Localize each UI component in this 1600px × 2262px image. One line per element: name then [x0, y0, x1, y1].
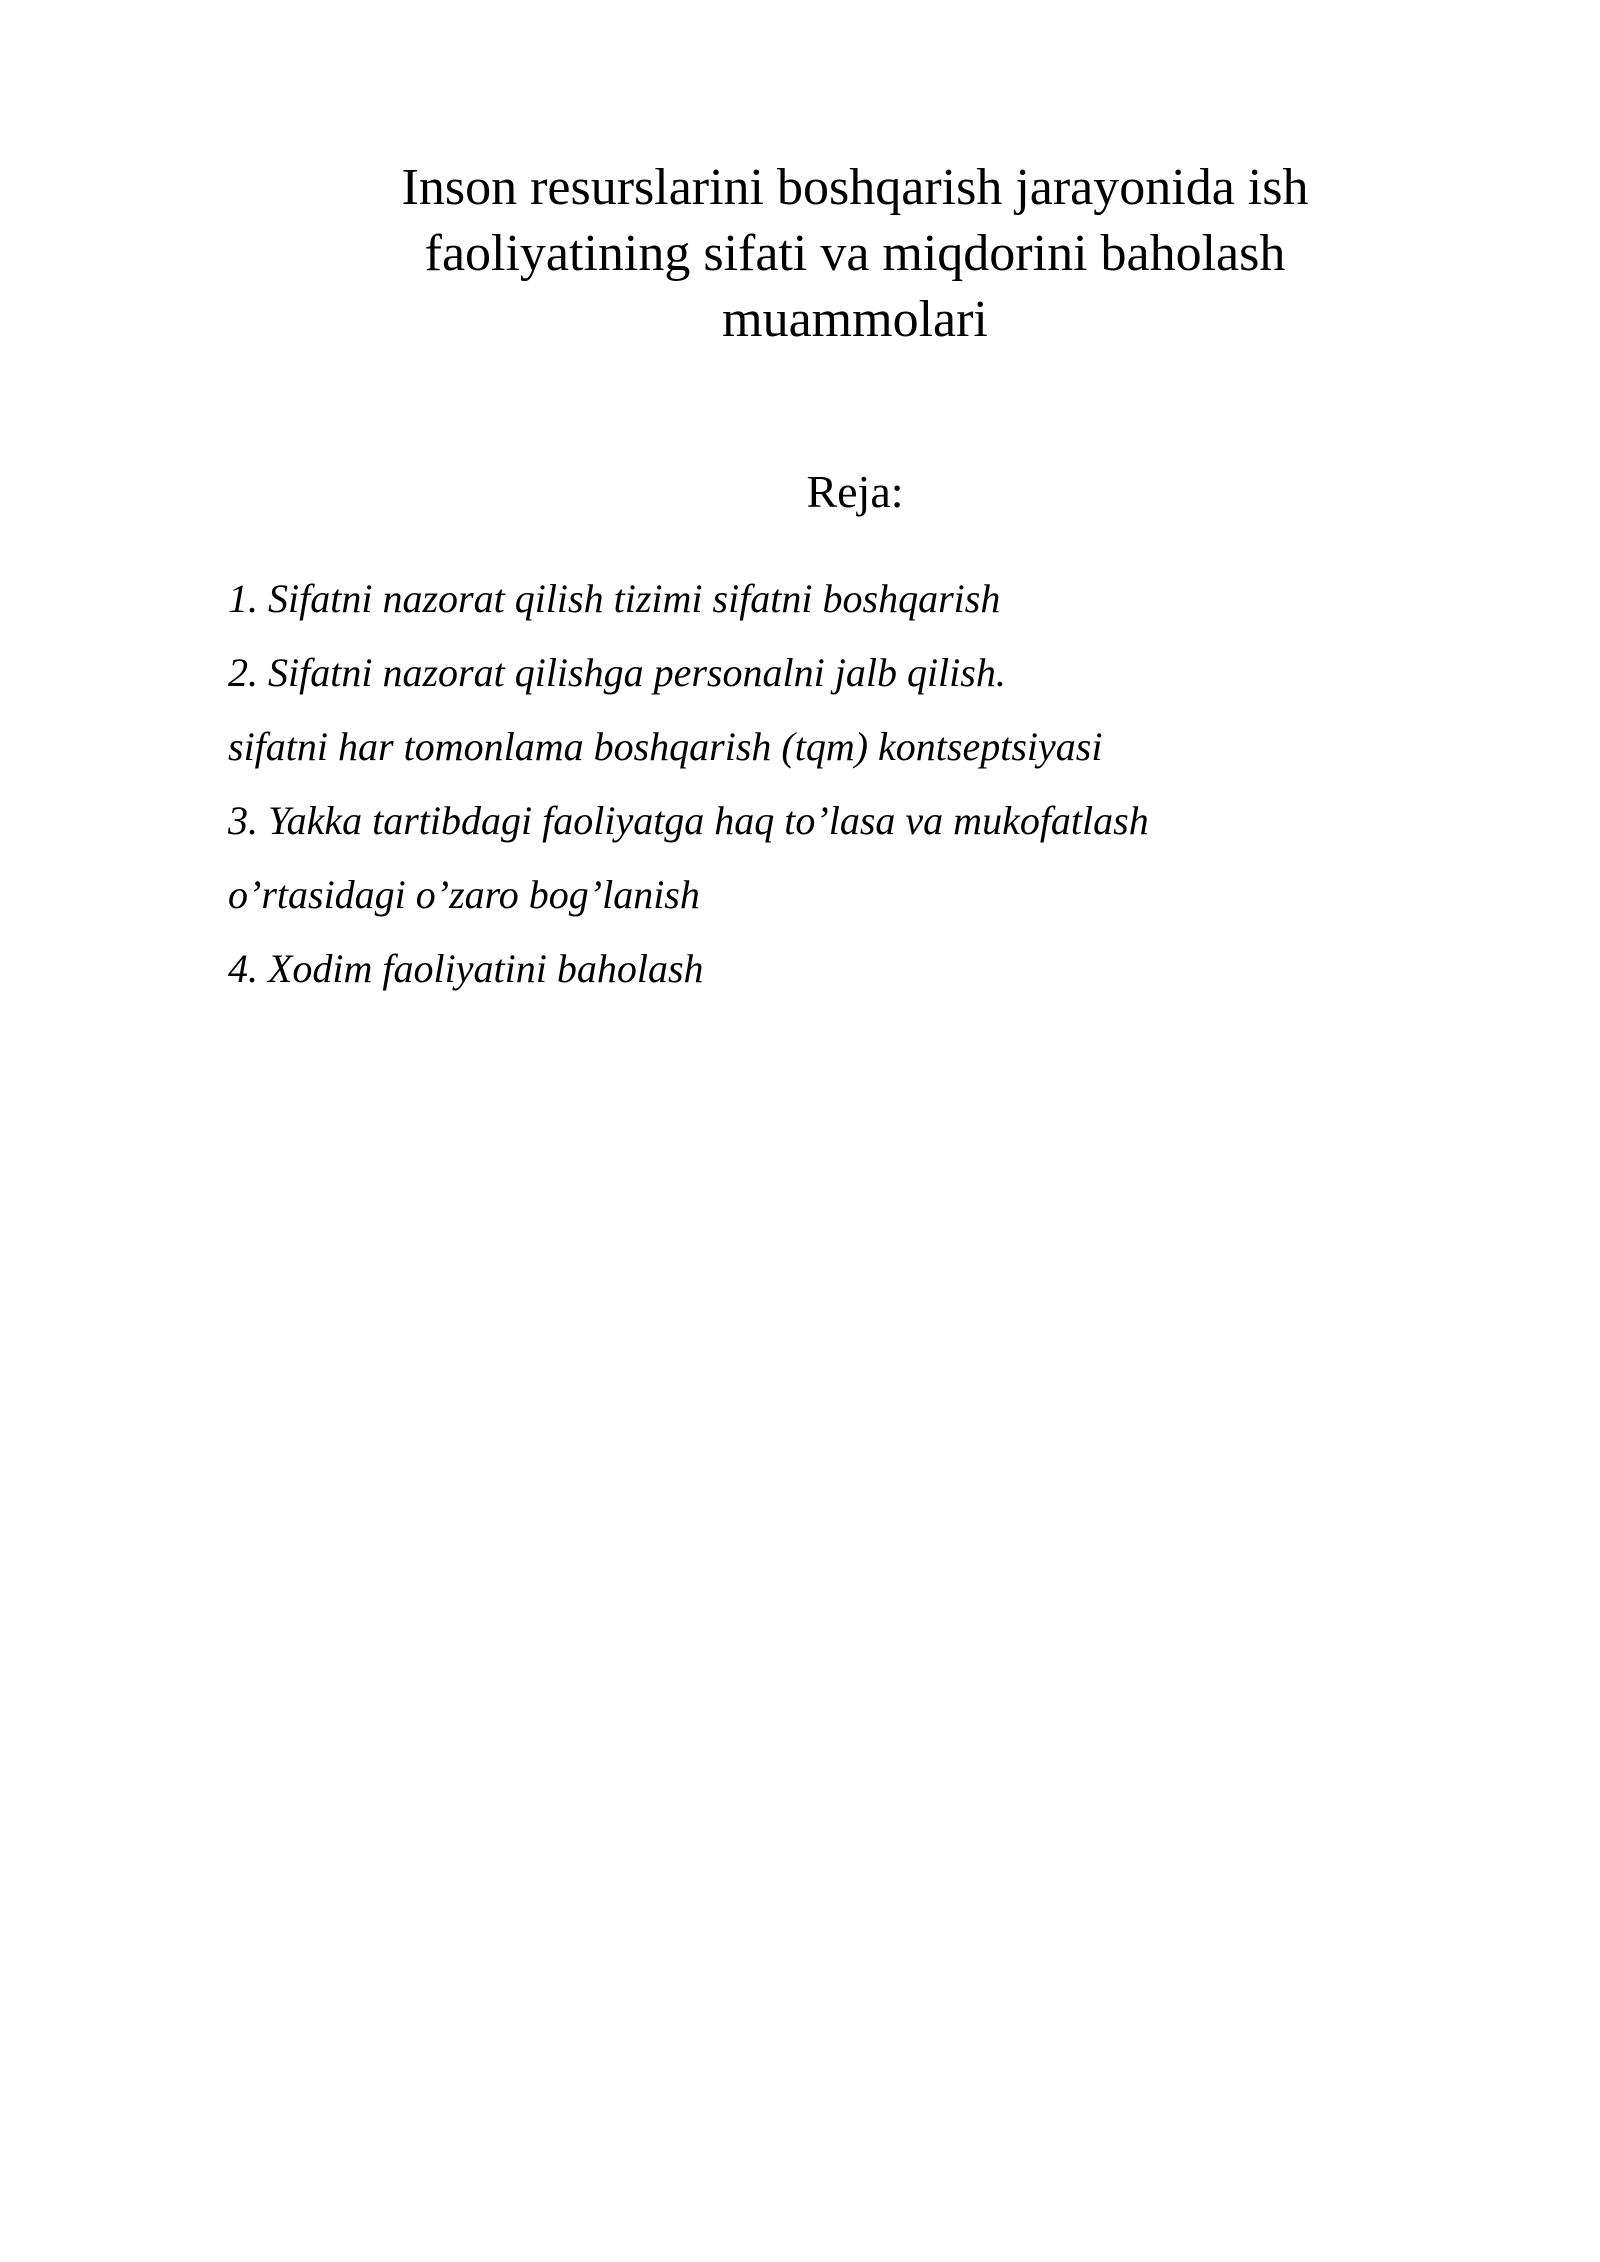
- plan-list: [228, 562, 1478, 1006]
- title-line: faoliyatining sifati va miqdorini baholash: [424, 225, 1286, 282]
- plan-heading: Reja:: [806, 466, 904, 517]
- plan-item: 1. Sifatni nazorat qilish tizimi sifatni boshqarish: [228, 576, 1001, 621]
- title-line: muammolari: [722, 291, 988, 348]
- plan-item: 3. Yakka tartibdagi faoliyatga haq to’lasa va mukofatlash: [228, 798, 1149, 843]
- plan-item: sifatni har tomonlama boshqarish (tqm) kontseptsiyasi: [228, 724, 1103, 769]
- document-title: [290, 155, 1420, 353]
- plan-item: o’rtasidagi o’zaro bog’lanish: [228, 872, 700, 917]
- plan-item: 2. Sifatni nazorat qilishga personalni jalb qilish.: [228, 650, 1006, 695]
- plan-item: 4. Xodim faoliyatini baholash: [228, 946, 704, 991]
- title-line: Inson resurslarini boshqarish jarayonida ish: [401, 159, 1309, 216]
